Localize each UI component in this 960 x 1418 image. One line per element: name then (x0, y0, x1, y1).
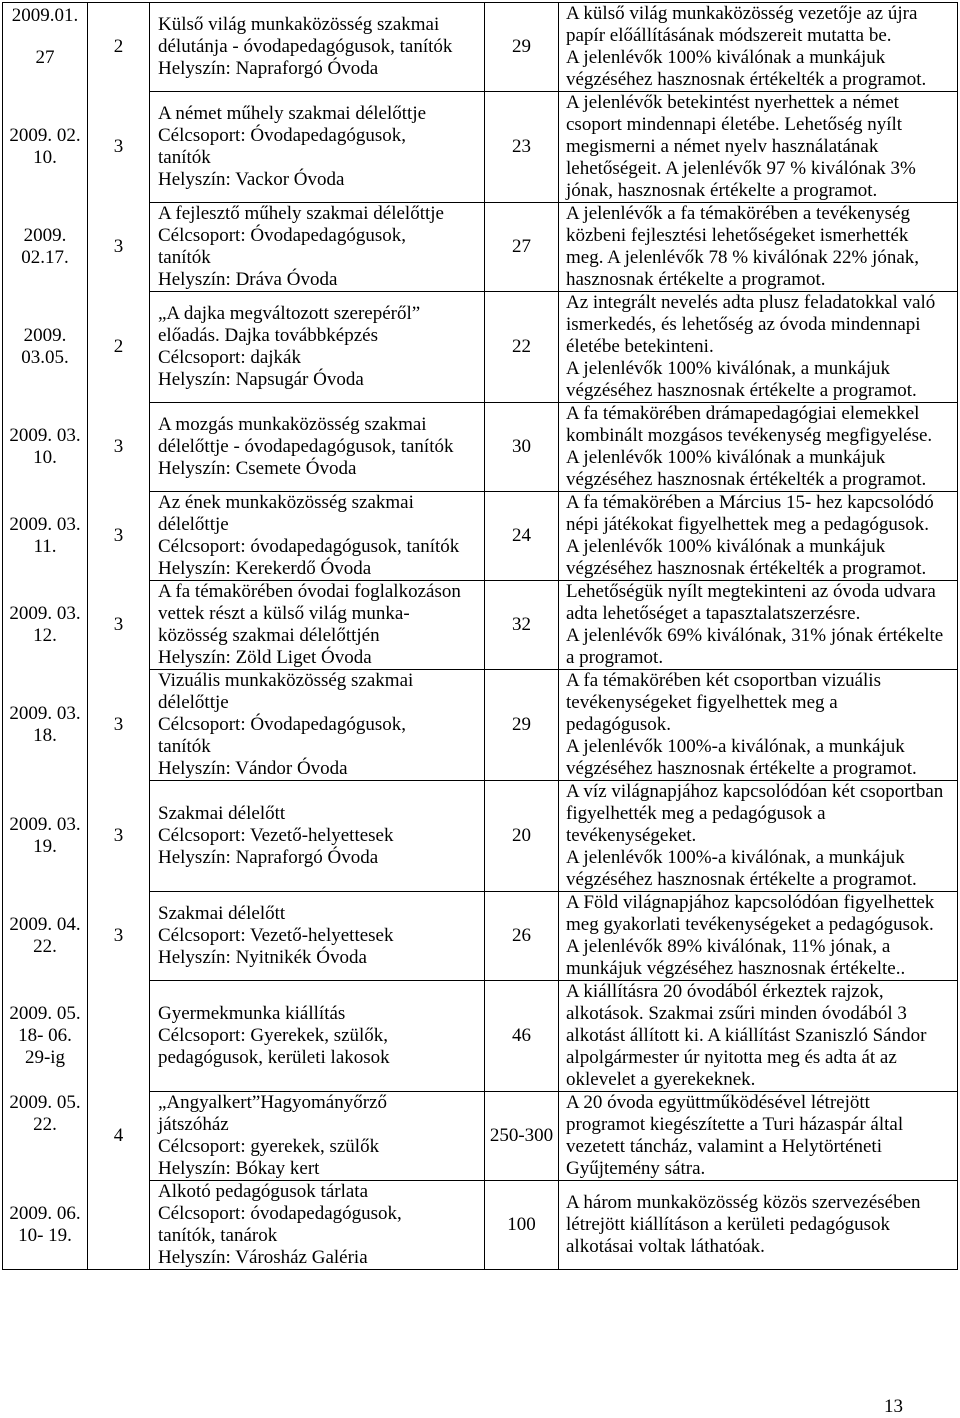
number-cell: 3 (88, 581, 150, 670)
participants-cell: 30 (485, 403, 559, 492)
description-cell (150, 892, 485, 981)
date-line: 2009. 05. (9, 1091, 81, 1113)
participants-cell: 32 (485, 581, 559, 670)
description-line: Helyszín: Napraforgó Óvoda (158, 847, 379, 868)
description-line: Célcsoport: dajkák (158, 347, 301, 368)
evaluation-line: A jelenlévők betekintést nyerhettek a német (566, 92, 899, 113)
date-line: 2009. 03. (9, 603, 81, 624)
description-line: „Angyalkert”Hagyományőrző (158, 1092, 387, 1113)
date-cell (3, 92, 88, 203)
date-line: 27 (35, 47, 55, 68)
evaluation-line: csoport mindennapi életébe. Lehetőség nyílt (566, 114, 903, 135)
description-line: Vizuális munkaközösség szakmai (158, 670, 414, 691)
description-line: Célcsoport: Vezető-helyettesek (158, 925, 394, 946)
description-line: Helyszín: Városház Galéria (158, 1247, 368, 1268)
table-row (3, 670, 958, 781)
participants-cell: 24 (485, 492, 559, 581)
page-number: 13 (884, 1396, 903, 1417)
description-cell (150, 492, 485, 581)
date-cell (3, 892, 88, 981)
number-cell: 2 (88, 292, 150, 403)
evaluation-line: A jelenlévők 100% kiválónak, a munkájuk (566, 358, 890, 379)
evaluation-line: közbeni fejlesztési lehetőségeket ismerhették (566, 225, 909, 246)
date-line: 10. (33, 147, 57, 168)
table-row (3, 3, 958, 92)
evaluation-cell (559, 492, 958, 581)
date-line: 2009. 06. (9, 1202, 81, 1224)
evaluation-line: papír előállításának módszereit mutatta be. (566, 25, 892, 46)
date-cell (3, 3, 88, 92)
table-row (3, 492, 958, 581)
date-line: 2009. 02. (9, 125, 81, 146)
description-line: tanítók, tanárok (158, 1225, 278, 1246)
description-line: Helyszín: Napraforgó Óvoda (158, 58, 379, 79)
number-cell: 3 (88, 892, 150, 981)
evaluation-line: A jelenlévők 89% kiválónak, 11% jónak, a (566, 936, 891, 957)
number-cell: 3 (88, 203, 150, 292)
date-line: 2009. (23, 325, 67, 346)
description-cell (150, 670, 485, 781)
evaluation-line: létrejött kiállításon a kerületi pedagógusok (566, 1214, 890, 1235)
evaluation-cell (559, 203, 958, 292)
description-cell (150, 403, 485, 492)
evaluation-cell (559, 403, 958, 492)
evaluation-cell (559, 3, 958, 92)
date-line: 2009. 04. (9, 914, 81, 935)
evaluation-line: hasznosnak értékelte a programot. (566, 269, 826, 290)
description-line: Helyszín: Nyitnikék Óvoda (158, 947, 367, 968)
number-cell: 4 (88, 1092, 150, 1181)
evaluation-line: A három munkaközösség közös szervezésében (566, 1192, 921, 1213)
evaluation-line: A külső világ munkaközösség vezetője az újra (566, 3, 918, 24)
evaluation-line: alkotások. Szakmai zsűri minden óvodából 3 (566, 1003, 907, 1024)
table-row (3, 981, 958, 1092)
date-line: 29-ig (24, 1047, 66, 1068)
description-line: Helyszín: Vándor Óvoda (158, 758, 348, 779)
date-line: 2009. 03. (9, 514, 81, 535)
description-line: délelőttje (158, 692, 229, 713)
description-cell (150, 292, 485, 403)
evaluation-cell (559, 670, 958, 781)
date-cell (3, 292, 88, 403)
date-cell (3, 403, 88, 492)
number-cell: 3 (88, 492, 150, 581)
evaluation-cell (559, 92, 958, 203)
date-cell (3, 781, 88, 892)
evaluation-cell (559, 781, 958, 892)
description-line: Célcsoport: gyerekek, szülők (158, 1136, 380, 1157)
number-cell: 2 (88, 3, 150, 92)
evaluation-line: végzéséhez hasznosnak értékelték a programot. (566, 558, 927, 579)
evaluation-line: Lehetőségük nyílt megtekinteni az óvoda udvara (566, 581, 936, 602)
description-line: Célcsoport: Gyerekek, szülők, (158, 1025, 389, 1046)
description-line: Célcsoport: Vezető-helyettesek (158, 825, 394, 846)
description-cell (150, 581, 485, 670)
description-line: délutánja - óvodapedagógusok, tanítók (158, 36, 453, 57)
description-line: Helyszín: Bókay kert (158, 1158, 320, 1179)
evaluation-line: figyelhették meg a pedagógusok a (566, 803, 826, 824)
evaluation-cell (559, 1181, 958, 1270)
description-line: Szakmai délelőtt (158, 903, 286, 924)
evaluation-line: alkotásai voltak láthatóak. (566, 1236, 765, 1257)
evaluation-line: megismerni a német nyelv használatának (566, 136, 879, 157)
participants-cell: 27 (485, 203, 559, 292)
evaluation-line: végzéséhez hasznosnak értékelte a programot. (566, 380, 917, 401)
description-line: tanítók (158, 247, 211, 268)
description-line: Alkotó pedagógusok tárlata (158, 1181, 369, 1202)
date-line: 2009. 03. (9, 814, 81, 835)
evaluation-line: A fa témakörében két csoportban vizuális (566, 670, 881, 691)
description-cell (150, 92, 485, 203)
evaluation-line: a programot. (566, 647, 664, 668)
description-line: tanítók (158, 736, 211, 757)
evaluation-line: munkájuk végzéséhez hasznosnak értékelte.. (566, 958, 906, 979)
participants-cell: 29 (485, 3, 559, 92)
date-cell (3, 1181, 88, 1270)
number-cell: 3 (88, 92, 150, 203)
evaluation-line: adta lehetőséget a tapasztalatszerzésre. (566, 603, 861, 624)
evaluation-line: A Föld világnapjához kapcsolódóan figyelhettek (566, 892, 935, 913)
description-line: Helyszín: Csemete Óvoda (158, 458, 357, 479)
description-cell (150, 981, 485, 1092)
description-line: A német műhely szakmai délelőttje (158, 103, 427, 124)
date-line: 11. (33, 536, 57, 557)
date-cell (3, 1092, 88, 1181)
table-row (3, 403, 958, 492)
description-line: játszóház (158, 1114, 229, 1135)
description-line: Helyszín: Zöld Liget Óvoda (158, 647, 372, 668)
date-line: 22. (33, 936, 57, 957)
evaluation-line: A jelenlévők 100%-a kiválónak, a munkájuk (566, 847, 905, 868)
evaluation-line: A jelenlévők 100% kiválónak a munkájuk (566, 47, 886, 68)
number-cell (88, 1181, 150, 1270)
description-cell (150, 1092, 485, 1181)
number-cell: 3 (88, 670, 150, 781)
table-row (3, 292, 958, 403)
date-line: 10. (33, 447, 57, 468)
evaluation-line: végzéséhez hasznosnak értékelte a programot. (566, 758, 917, 779)
evaluation-line: tevékenységeket figyelhettek meg a (566, 692, 838, 713)
description-line: vettek részt a külső világ munka- (158, 603, 410, 624)
evaluation-line: Gyűjtemény sátra. (566, 1158, 706, 1179)
table-row (3, 1181, 958, 1270)
evaluation-line: alpolgármester úr nyitotta meg és adta át az (566, 1047, 897, 1068)
description-line: Célcsoport: Óvodapedagógusok, (158, 125, 407, 146)
date-line: 2009.01. (11, 5, 79, 26)
number-cell: 3 (88, 403, 150, 492)
date-cell (3, 492, 88, 581)
description-line: Gyermekmunka kiállítás (158, 1003, 346, 1024)
date-line: 02.17. (21, 247, 69, 268)
date-cell (3, 581, 88, 670)
table-row (3, 1092, 958, 1181)
evaluation-line: A jelenlévők 100% kiválónak a munkájuk (566, 447, 886, 468)
description-line: délelőttje - óvodapedagógusok, tanítók (158, 436, 454, 457)
description-line: előadás. Dajka továbbképzés (158, 325, 378, 346)
description-line: tanítók (158, 147, 211, 168)
description-cell (150, 3, 485, 92)
evaluation-line: alkotást állított ki. A kiállítást Szaniszló Sándor (566, 1025, 927, 1046)
date-line: 2009. 05. (9, 1003, 81, 1024)
description-line: „A dajka megváltozott szerepéről” (158, 303, 421, 324)
table-row (3, 203, 958, 292)
date-line: 2009. 03. (9, 425, 81, 446)
participants-cell: 23 (485, 92, 559, 203)
description-line: Célcsoport: óvodapedagógusok, tanítók (158, 536, 460, 557)
evaluation-cell (559, 981, 958, 1092)
date-line: 10- 19. (18, 1224, 72, 1246)
date-line: 12. (33, 625, 57, 646)
description-line: Helyszín: Dráva Óvoda (158, 269, 338, 290)
number-cell: 3 (88, 781, 150, 892)
description-line: Szakmai délelőtt (158, 803, 286, 824)
date-line: 03.05. (21, 347, 69, 368)
table-row (3, 892, 958, 981)
evaluation-line: végzéséhez hasznosnak értékelték a programot. (566, 69, 927, 90)
participants-cell: 20 (485, 781, 559, 892)
date-cell (3, 203, 88, 292)
number-cell (88, 981, 150, 1092)
description-line: Helyszín: Vackor Óvoda (158, 169, 345, 190)
description-cell (150, 781, 485, 892)
evaluation-cell (559, 292, 958, 403)
evaluation-line: kombinált mozgásos tevékenység megfigyelése. (566, 425, 933, 446)
description-line: Célcsoport: óvodapedagógusok, (158, 1203, 402, 1224)
date-line: 18- 06. (18, 1025, 72, 1046)
evaluation-cell (559, 1092, 958, 1181)
date-cell (3, 670, 88, 781)
description-line: Helyszín: Kerekerdő Óvoda (158, 558, 372, 579)
date-line: 19. (33, 836, 57, 857)
description-line: Célcsoport: Óvodapedagógusok, (158, 225, 407, 246)
evaluation-line: oklevelet a gyerekeknek. (566, 1069, 756, 1090)
evaluation-line: A fa témakörében drámapedagógiai elemekkel (566, 403, 920, 424)
description-line: Célcsoport: Óvodapedagógusok, (158, 714, 407, 735)
events-table-body (3, 3, 958, 1270)
table-row (3, 781, 958, 892)
description-line: pedagógusok, kerületi lakosok (158, 1047, 390, 1068)
description-line: Helyszín: Napsugár Óvoda (158, 369, 364, 390)
description-line: Az ének munkaközösség szakmai (158, 492, 414, 513)
date-line: 18. (33, 725, 57, 746)
evaluation-line: A 20 óvoda együttműködésével létrejött (566, 1092, 870, 1113)
table-row (3, 92, 958, 203)
description-line: A mozgás munkaközösség szakmai (158, 414, 427, 435)
description-line: közösség szakmai délelőttjén (158, 625, 380, 646)
evaluation-cell (559, 892, 958, 981)
evaluation-line: A jelenlévők a fa témakörében a tevékenység (566, 203, 910, 224)
date-line: 2009. 03. (9, 703, 81, 724)
participants-cell: 22 (485, 292, 559, 403)
evaluation-line: tevékenységeket. (566, 825, 697, 846)
participants-cell: 100 (485, 1181, 559, 1270)
table-row (3, 581, 958, 670)
evaluation-line: meg. A jelenlévők 78 % kiválónak 22% jónak, (566, 247, 920, 268)
date-line: 22. (33, 1113, 57, 1135)
description-cell (150, 203, 485, 292)
evaluation-line: jónak, hasznosnak értékelte a programot. (566, 180, 878, 201)
description-line: Külső világ munkaközösség szakmai (158, 14, 440, 35)
evaluation-line: programot kiegészítette a Turi házaspár által (566, 1114, 904, 1135)
evaluation-line: A víz világnapjához kapcsolódóan két csoportban (566, 781, 944, 802)
evaluation-line: A fa témakörében a Március 15- hez kapcsolódó (566, 492, 934, 513)
description-line: A fejlesztő műhely szakmai délelőttje (158, 203, 444, 224)
evaluation-line: pedagógusok. (566, 714, 672, 735)
description-line: A fa témakörében óvodai foglalkozáson (158, 581, 461, 602)
description-line: délelőttje (158, 514, 229, 535)
participants-cell: 29 (485, 670, 559, 781)
evaluation-cell (559, 581, 958, 670)
evaluation-line: A jelenlévők 100% kiválónak a munkájuk (566, 536, 886, 557)
date-line: 2009. (23, 225, 67, 246)
evaluation-line: népi játékokat figyelhettek meg a pedagógusok. (566, 514, 929, 535)
evaluation-line: végzéséhez hasznosnak értékelték a programot. (566, 469, 927, 490)
evaluation-line: vezetett táncház, valamint a Helytörténeti (566, 1136, 882, 1157)
evaluation-line: meg gyakorlati tevékenységeket a pedagógusok. (566, 914, 934, 935)
evaluation-line: végzéséhez hasznosnak értékelte a programot. (566, 869, 917, 890)
evaluation-line: Az integrált nevelés adta plusz feladatokkal való (566, 292, 936, 313)
evaluation-line: életébe betekinteni. (566, 336, 714, 357)
evaluation-line: A jelenlévők 100%-a kiválónak, a munkájuk (566, 736, 905, 757)
evaluation-line: lehetőségeit. A jelenlévők 97 % kiválónak 3% (566, 158, 916, 179)
date-cell (3, 981, 88, 1092)
participants-cell: 250-300 (485, 1092, 559, 1181)
participants-cell: 46 (485, 981, 559, 1092)
evaluation-line: ismerkedés, és lehetőség az óvoda mindennapi (566, 314, 921, 335)
evaluation-line: A jelenlévők 69% kiválónak, 31% jónak értékelte (566, 625, 944, 646)
events-table (2, 2, 958, 1270)
participants-cell: 26 (485, 892, 559, 981)
description-cell (150, 1181, 485, 1270)
evaluation-line: A kiállításra 20 óvodából érkeztek rajzok, (566, 981, 884, 1002)
